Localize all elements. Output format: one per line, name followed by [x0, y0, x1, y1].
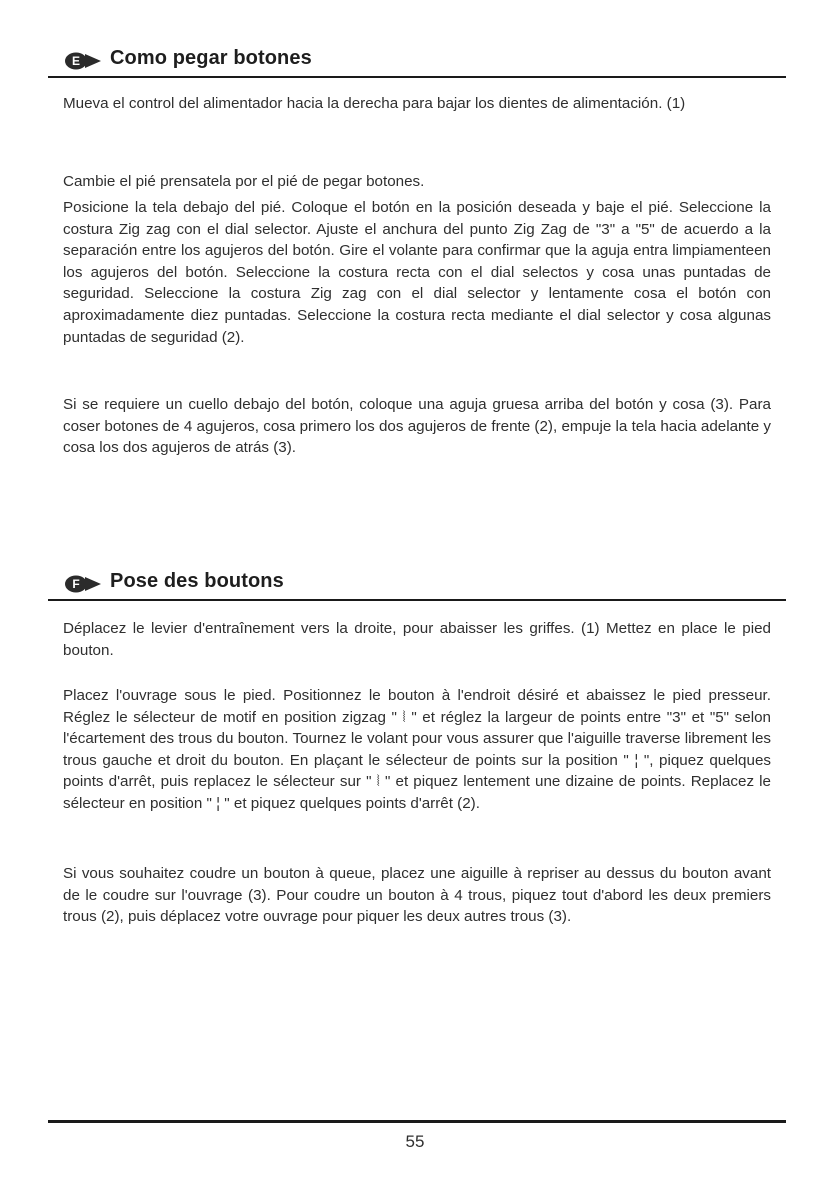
- section-header-spanish: [48, 48, 786, 78]
- badge-letter: E: [71, 54, 81, 69]
- section-rule: [48, 599, 786, 601]
- language-badge-e-icon: [64, 52, 102, 70]
- badge-letter: F: [72, 577, 80, 592]
- paragraph: Mueva el control del alimentador hacia la derecha para bajar los dientes de alimentación. (1): [63, 95, 686, 112]
- section-title: Como pegar botones: [110, 47, 312, 69]
- paragraph: Si vous souhaitez coudre un bouton à queue, placez une aiguille à repriser au dessus du bouton avant de le coudre sur l'ouvrage (3). Pour coudre un bouton à 4 trous, piquez tout d'abord les deux premiers trous (2), puis déplacez votre ouvrage pour piquer les deux autres trous (3).: [63, 865, 771, 926]
- paragraph: Placez l'ouvrage sous le pied. Positionnez le bouton à l'endroit désiré et abaissez le pied presseur. Réglez le sélecteur de motif en position zigzag " ⦚ " et réglez la largeur de points entre "3" et "5" selon l'écartement des trous du bouton. Tournez le volant pour vous assurer que l'aiguille traverse librement les trous gauche et droit du bouton. En plaçant le sélecteur de points sur la position " ¦ ", piquez quelques points d'arrêt, puis replacez le sélecteur sur " ⦚ " et piquez lentement une dizaine de points. Replacez le sélecteur en position " ¦ " et piquez quelques points d'arrêt (2).: [63, 687, 771, 812]
- paragraph: Déplacez le levier d'entraînement vers la droite, pour abaisser les griffes. (1) Mettez en place le pied bouton.: [63, 620, 771, 659]
- footer-rule: [48, 1120, 786, 1123]
- paragraph: Posicione la tela debajo del pié. Coloque el botón en la posición deseada y baje el pié. Seleccione la costura Zig zag con el dial selector. Ajuste el anchura del punto Zig Zag de "3" a "5" de acuerdo a la separación entre los agujeros del botón. Gire el volante para confirmar que la aguja entra limpiamenteen los agujeros del botón. Seleccione la costura recta con el dial selectos y cosa unas puntadas de seguridad. Seleccione la costura Zig zag con el dial selector y lentamente cosa el botón con aproximadamente diez puntadas. Seleccione la costura recta mediante el dial selector y cosa algunas puntadas de seguridad (2).: [63, 199, 771, 346]
- section-title: Pose des boutons: [110, 570, 284, 592]
- paragraph: Si se requiere un cuello debajo del botón, coloque una aguja gruesa arriba del botón y cosa (3). Para coser botones de 4 agujeros, cosa primero los dos agujeros de frente (2), empuje la tela hacia adelante y cosa los dos agujeros de atrás (3).: [63, 396, 771, 457]
- language-badge-f-icon: [64, 575, 102, 593]
- section-rule: [48, 76, 786, 78]
- page-number: 55: [405, 1132, 425, 1151]
- section-header-french: [48, 571, 786, 601]
- paragraph: Cambie el pié prensatela por el pié de pegar botones.: [63, 173, 425, 190]
